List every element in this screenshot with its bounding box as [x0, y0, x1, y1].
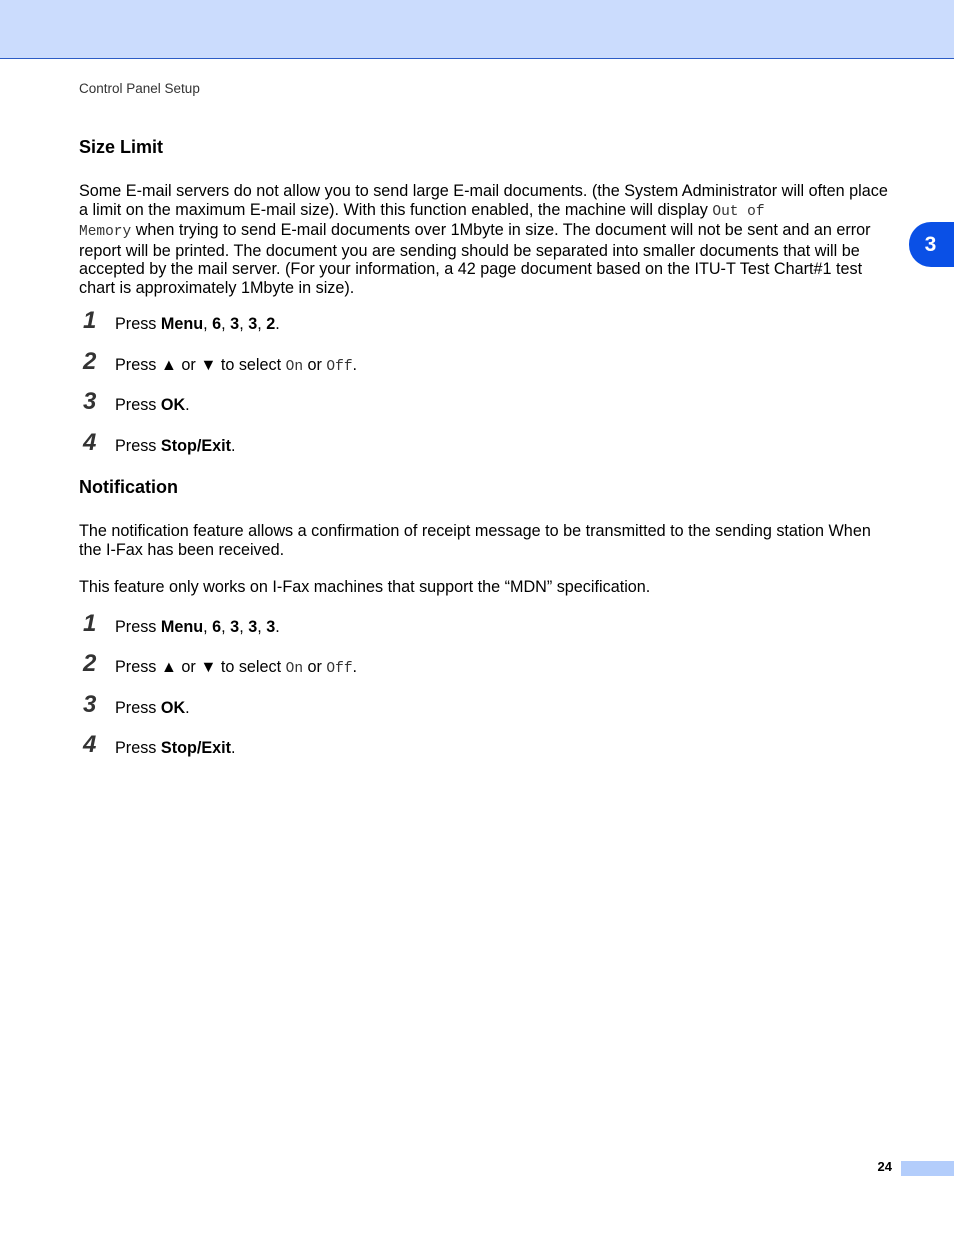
- code-out-of: Out of: [712, 203, 765, 220]
- section-heading-notification: Notification: [79, 477, 178, 497]
- step-number: 4: [83, 429, 97, 456]
- notification-step-3: [79, 691, 779, 726]
- down-arrow-icon: ▼: [200, 356, 217, 374]
- section-heading-size-limit: Size Limit: [79, 137, 164, 157]
- down-arrow-icon: ▼: [200, 658, 217, 676]
- key-ok: OK: [160, 396, 186, 414]
- size-limit-step-3: [79, 388, 779, 423]
- key-digit: 3: [266, 618, 276, 636]
- key-digit: 3: [248, 315, 258, 333]
- step-number: 1: [83, 610, 97, 637]
- step-text: Press Menu, 6, 3, 3, 3.: [115, 618, 280, 636]
- key-digit: 6: [212, 618, 222, 636]
- top-header-band: [0, 0, 954, 59]
- key-digit: 3: [230, 618, 240, 636]
- step-text: Press ▲ or ▼ to select On or Off.: [115, 356, 358, 375]
- step-text: Press OK.: [115, 699, 190, 717]
- key-digit: 6: [212, 315, 222, 333]
- size-limit-paragraph: [79, 182, 891, 298]
- option-off: Off: [326, 359, 353, 375]
- key-menu: Menu: [160, 315, 204, 333]
- notification-step-4: [79, 731, 779, 766]
- key-digit: 3: [230, 315, 240, 333]
- step-number: 3: [83, 691, 97, 718]
- up-arrow-icon: ▲: [160, 356, 177, 374]
- key-stop-exit: Stop/Exit: [160, 739, 232, 757]
- step-text: Press Stop/Exit.: [115, 437, 236, 455]
- notification-paragraph-1: The notification feature allows a confirmation of receipt message to be transmitted to the sending station When the I-Fax has been received.: [79, 522, 871, 559]
- step-number: 4: [83, 731, 97, 758]
- up-arrow-icon: ▲: [160, 658, 177, 676]
- chapter-tab: 3: [909, 222, 954, 267]
- step-text: Press Stop/Exit.: [115, 739, 236, 757]
- option-on: On: [285, 661, 304, 677]
- key-digit: 2: [266, 315, 276, 333]
- page-number: 24: [877, 1159, 892, 1174]
- key-digit: 3: [248, 618, 258, 636]
- key-menu: Menu: [160, 618, 204, 636]
- key-stop-exit: Stop/Exit: [160, 437, 232, 455]
- key-ok: OK: [160, 699, 186, 717]
- size-limit-step-2: [79, 348, 779, 383]
- step-number: 2: [83, 348, 97, 375]
- option-off: Off: [326, 661, 353, 677]
- step-number: 1: [83, 307, 97, 334]
- size-limit-text-part2: when trying to send E-mail documents over 1Mbyte in size. The document will not be sent and an error report will be printed. The document you are sending should be separated into smaller documents that will be accepted by the mail server. (For your information, a 42 page document based on the ITU-T Test Chart#1 test chart is approximately 1Mbyte in size).: [79, 221, 871, 297]
- notification-paragraph-2: This feature only works on I-Fax machines that support the “MDN” specification.: [79, 578, 651, 596]
- notification-step-2: [79, 650, 779, 685]
- size-limit-text-part1: Some E-mail servers do not allow you to send large E-mail documents. (the System Administrator will often place a limit on the maximum E-mail size). With this function enabled, the machine will display: [79, 182, 888, 219]
- running-header: Control Panel Setup: [79, 81, 200, 96]
- size-limit-step-4: [79, 429, 779, 464]
- step-text: Press Menu, 6, 3, 3, 2.: [115, 315, 280, 333]
- step-text: Press ▲ or ▼ to select On or Off.: [115, 658, 358, 677]
- size-limit-step-1: [79, 307, 779, 342]
- step-number: 3: [83, 388, 97, 415]
- step-text: Press OK.: [115, 396, 190, 414]
- footer-band: [901, 1161, 954, 1176]
- notification-step-1: [79, 610, 779, 645]
- code-memory: Memory: [79, 224, 132, 241]
- option-on: On: [285, 359, 304, 375]
- step-number: 2: [83, 650, 97, 677]
